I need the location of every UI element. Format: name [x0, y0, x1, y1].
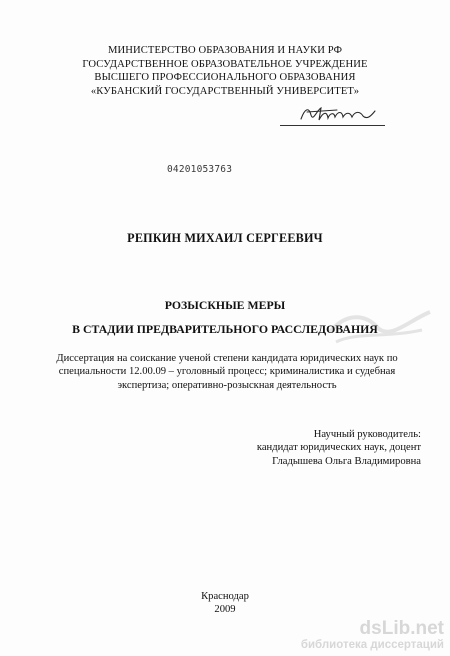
year: 2009 [214, 604, 236, 616]
city: Краснодар [201, 591, 249, 602]
supervisor-name: Гладышева Ольга Владимировна [272, 455, 421, 467]
header-line-ministry: МИНИСТЕРСТВО ОБРАЗОВАНИЯ И НАУКИ РФ [107, 45, 343, 56]
header-line-education-level: ВЫСШЕГО ПРОФЕССИОНАЛЬНОГО ОБРАЗОВАНИЯ [94, 72, 356, 84]
institution-header [0, 44, 450, 98]
header-line-university: «КУБАНСКИЙ ГОСУДАРСТВЕННЫЙ УНИВЕРСИТЕТ» [90, 85, 360, 97]
supervisor-degree: кандидат юридических наук, доцент [256, 442, 421, 454]
title-line-2: В СТАДИИ ПРЕДВАРИТЕЛЬНОГО РАССЛЕДОВАНИЯ [72, 322, 378, 336]
watermark-site: dsLib.net [359, 618, 444, 639]
dissertation-description [47, 352, 407, 392]
watermark-tagline: библиотека диссертаций [300, 639, 444, 651]
faded-stamp [326, 302, 434, 348]
signature-line [280, 125, 385, 126]
description-line-1: Диссертация на соискание ученой степени кандидата юридических наук по [56, 353, 398, 364]
watermark [301, 619, 444, 652]
title-line-1: РОЗЫСКНЫЕ МЕРЫ [164, 298, 286, 312]
header-line-institution-type: ГОСУДАРСТВЕННОЕ ОБРАЗОВАТЕЛЬНОЕ УЧРЕЖДЕНИЕ [82, 58, 368, 70]
description-line-3: экспертиза; оперативно-розыскная деятельность [117, 379, 337, 391]
supervisor-label: Научный руководитель: [313, 429, 421, 440]
description-line-2: специальности 12.00.09 – уголовный процесс; криминалистика и судебная [58, 366, 396, 378]
registration-code: 04201053763 [167, 164, 233, 175]
author-name: РЕПКИН МИХАИЛ СЕРГЕЕВИЧ [127, 231, 323, 245]
place-and-year [0, 590, 450, 617]
supervisor-block [257, 428, 421, 468]
